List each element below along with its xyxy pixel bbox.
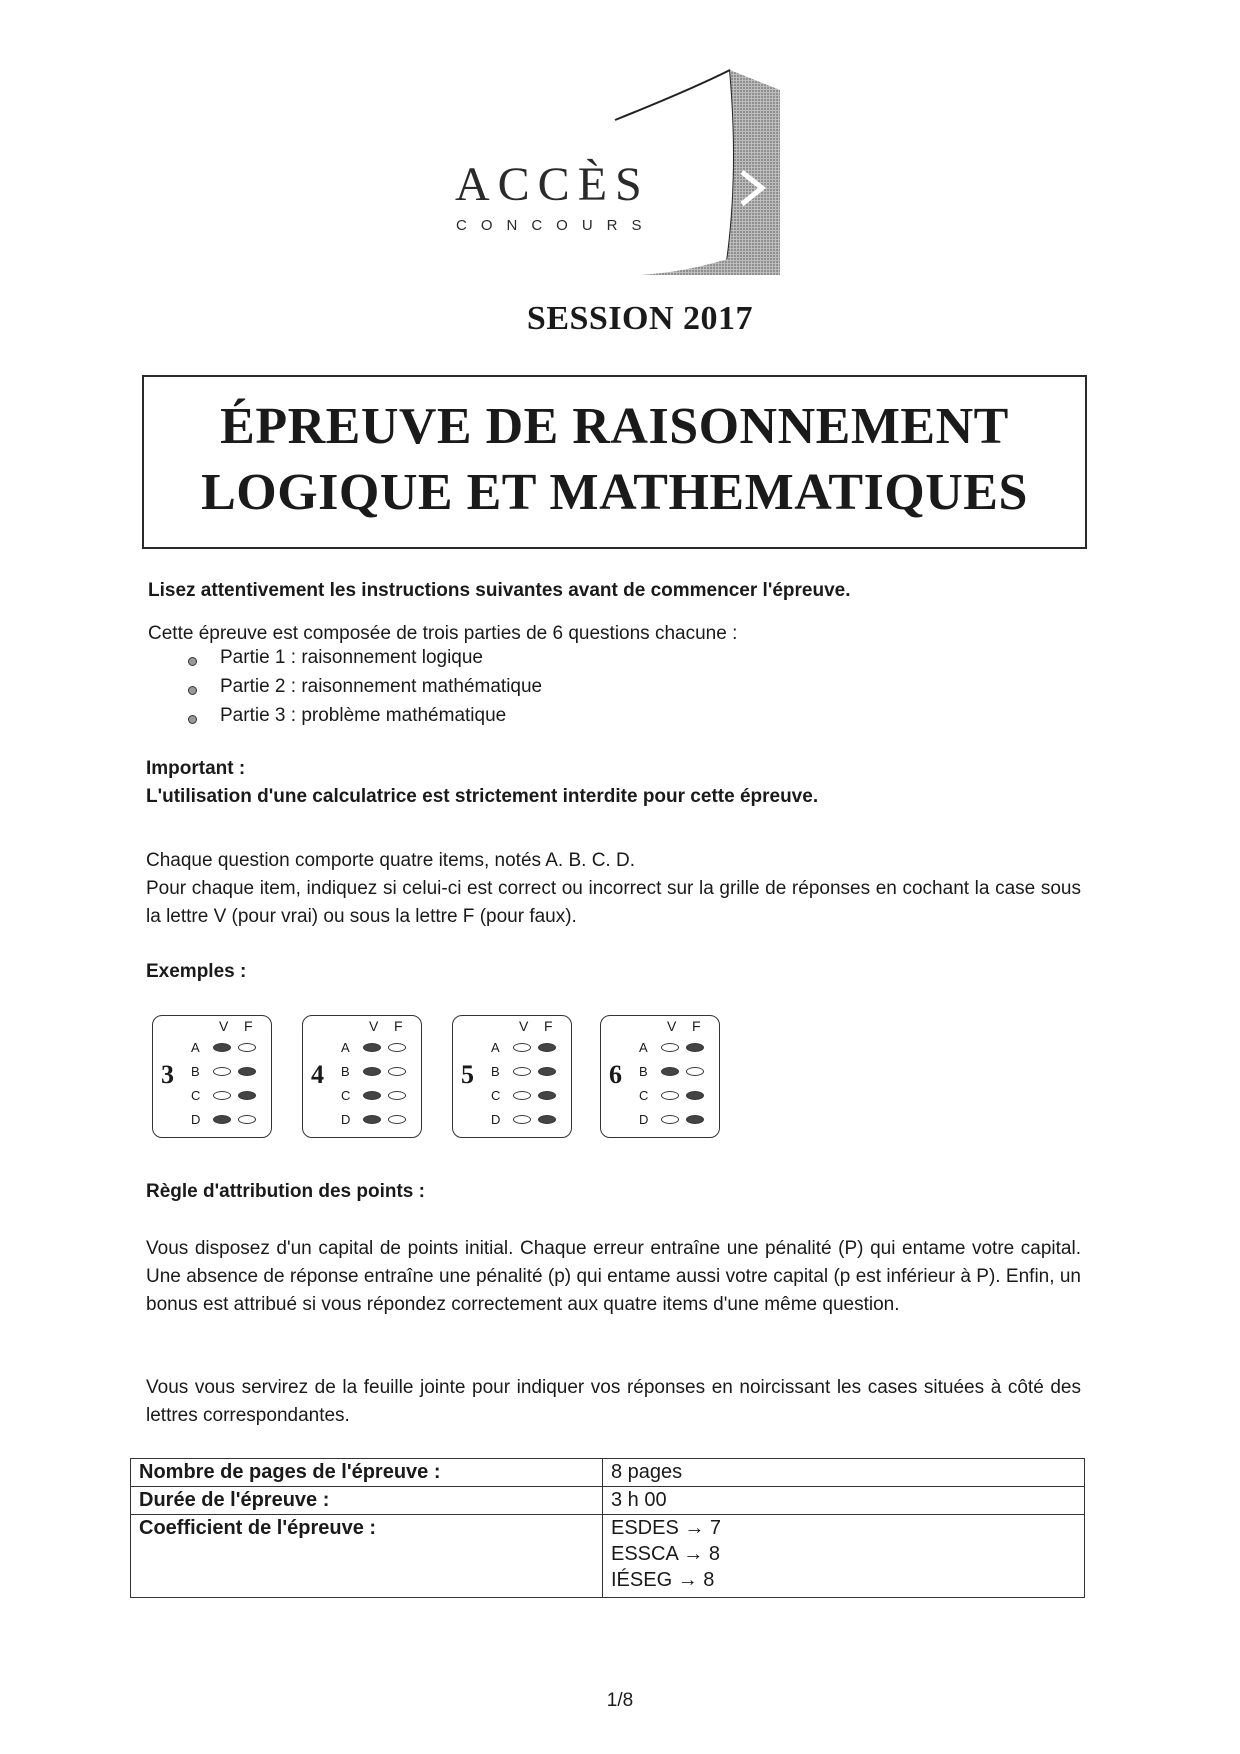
f-answer-box (686, 1043, 704, 1052)
grid-row-letter: C (191, 1088, 201, 1103)
v-answer-box (661, 1091, 679, 1100)
acces-concours-logo (440, 60, 800, 285)
grid-row-letter: B (191, 1064, 200, 1079)
grid-row-letter: B (341, 1064, 350, 1079)
example-grid-6 (600, 1015, 720, 1138)
v-answer-box (213, 1115, 231, 1124)
composition-text: Cette épreuve est composée de trois parties de 6 questions chacune : (148, 623, 738, 644)
v-answer-box (363, 1115, 381, 1124)
v-answer-box (661, 1067, 679, 1076)
v-answer-box (513, 1091, 531, 1100)
table-row (131, 1515, 1085, 1598)
f-answer-box (238, 1067, 256, 1076)
exam-title-box (142, 375, 1087, 549)
examples-label: Exemples : (146, 961, 247, 982)
session-title: SESSION 2017 (526, 300, 754, 337)
list-item: Partie 2 : raisonnement mathématique (180, 676, 542, 705)
grid-row-letter: C (341, 1088, 351, 1103)
f-answer-box (686, 1091, 704, 1100)
grid-row-letter: A (191, 1040, 200, 1055)
grid-f-header: F (544, 1018, 553, 1034)
grid-row-letter: B (491, 1064, 500, 1079)
coef-esdes: ESDES → 7 (611, 1517, 722, 1539)
duration-value: 3 h 00 (603, 1487, 1085, 1515)
coef-essca: ESSCA → 8 (611, 1543, 720, 1565)
grid-row (341, 1040, 421, 1058)
grid-row (191, 1088, 271, 1106)
instructions-lead: Lisez attentivement les instructions suivantes avant de commencer l'épreuve. (148, 580, 851, 601)
grid-f-header: F (692, 1018, 701, 1034)
f-answer-box (538, 1091, 556, 1100)
v-answer-box (213, 1067, 231, 1076)
grid-row (341, 1088, 421, 1106)
f-answer-box (388, 1043, 406, 1052)
grid-row (491, 1064, 571, 1082)
f-answer-box (686, 1067, 704, 1076)
grid-row (191, 1112, 271, 1130)
grid-row-letter: D (191, 1112, 201, 1127)
v-answer-box (513, 1115, 531, 1124)
grid-row (639, 1112, 719, 1130)
grid-v-header: V (519, 1018, 529, 1034)
grid-row-letter: C (491, 1088, 501, 1103)
grid-row-letter: B (639, 1064, 648, 1079)
list-item: Partie 3 : problème mathématique (180, 705, 542, 734)
v-answer-box (363, 1091, 381, 1100)
grid-row (639, 1064, 719, 1082)
f-answer-box (388, 1067, 406, 1076)
grid-row (191, 1064, 271, 1082)
v-answer-box (513, 1067, 531, 1076)
grid-question-number: 5 (461, 1060, 474, 1089)
important-label: Important : (146, 758, 246, 779)
pages-label: Nombre de pages de l'épreuve : (131, 1459, 603, 1487)
grid-row (191, 1040, 271, 1058)
exam-info-table (130, 1458, 1085, 1598)
grid-v-header: V (219, 1018, 229, 1034)
v-answer-box (363, 1043, 381, 1052)
grid-row (491, 1088, 571, 1106)
grid-row-letter: D (341, 1112, 351, 1127)
grid-row-letter: A (341, 1040, 350, 1055)
grid-row-letter: D (639, 1112, 649, 1127)
coef-ieseg: IÉSEG → 8 (611, 1569, 715, 1591)
grid-row-letter: C (639, 1088, 649, 1103)
f-answer-box (538, 1043, 556, 1052)
example-grid-4 (302, 1015, 422, 1138)
items-line1: Chaque question comporte quatre items, notés A. B. C. D. (146, 850, 635, 871)
f-answer-box (538, 1115, 556, 1124)
grid-row-letter: A (491, 1040, 500, 1055)
f-answer-box (388, 1091, 406, 1100)
grid-row (639, 1088, 719, 1106)
grid-v-header: V (667, 1018, 677, 1034)
exam-title-line2: LOGIQUE ET MATHEMATIQUES (201, 464, 1028, 521)
grid-f-header: F (244, 1018, 253, 1034)
pages-value: 8 pages (603, 1459, 1085, 1487)
f-answer-box (238, 1115, 256, 1124)
scoring-paragraph-1: Vous disposez d'un capital de points initial. Chaque erreur entraîne une pénalité (P) qui entame votre capital. Une absence de réponse entraîne une pénalité (p) qui entame aussi votre capital (p est inférieur à P). Enfin, un bonus est attribué si vous répondez correctement aux quatre items d'une même question. (146, 1238, 1081, 1315)
f-answer-box (238, 1043, 256, 1052)
grid-question-number: 6 (609, 1060, 622, 1089)
logo-swoosh-top (615, 70, 730, 120)
v-answer-box (513, 1043, 531, 1052)
coef-values (603, 1515, 1085, 1598)
f-answer-box (538, 1067, 556, 1076)
example-grid-5 (452, 1015, 572, 1138)
scoring-paragraph-2: Vous vous servirez de la feuille jointe pour indiquer vos réponses en noircissant les cases situées à côté des lettres correspondantes. (146, 1377, 1081, 1426)
logo-acces-text: ACCÈS (455, 158, 650, 211)
f-answer-box (238, 1091, 256, 1100)
page-number: 1/8 (606, 1690, 634, 1711)
list-item: Partie 1 : raisonnement logique (180, 647, 542, 676)
v-answer-box (363, 1067, 381, 1076)
grid-row (341, 1112, 421, 1130)
scoring-label: Règle d'attribution des points : (146, 1181, 425, 1202)
logo-concours-text: CONCOURS (456, 217, 656, 234)
grid-question-number: 3 (161, 1060, 174, 1089)
v-answer-box (661, 1115, 679, 1124)
table-row (131, 1487, 1085, 1515)
v-answer-box (661, 1043, 679, 1052)
grid-row (491, 1112, 571, 1130)
exam-title-line1: ÉPREUVE DE RAISONNEMENT (220, 398, 1009, 455)
grid-row (341, 1064, 421, 1082)
parts-list (180, 647, 542, 734)
v-answer-box (213, 1091, 231, 1100)
duration-label: Durée de l'épreuve : (131, 1487, 603, 1515)
grid-row-letter: D (491, 1112, 501, 1127)
grid-row (639, 1040, 719, 1058)
coef-label: Coefficient de l'épreuve : (131, 1515, 603, 1598)
v-answer-box (213, 1043, 231, 1052)
items-line2: Pour chaque item, indiquez si celui-ci est correct ou incorrect sur la grille de réponses en cochant la case sous la lettre V (pour vrai) ou sous la lettre F (pour faux). (146, 878, 1081, 927)
f-answer-box (388, 1115, 406, 1124)
grid-row (491, 1040, 571, 1058)
grid-question-number: 4 (311, 1060, 324, 1089)
table-row (131, 1459, 1085, 1487)
f-answer-box (686, 1115, 704, 1124)
grid-row-letter: A (639, 1040, 648, 1055)
example-grid-3 (152, 1015, 272, 1138)
grid-f-header: F (394, 1018, 403, 1034)
grid-v-header: V (369, 1018, 379, 1034)
important-text: L'utilisation d'une calculatrice est strictement interdite pour cette épreuve. (146, 786, 819, 807)
